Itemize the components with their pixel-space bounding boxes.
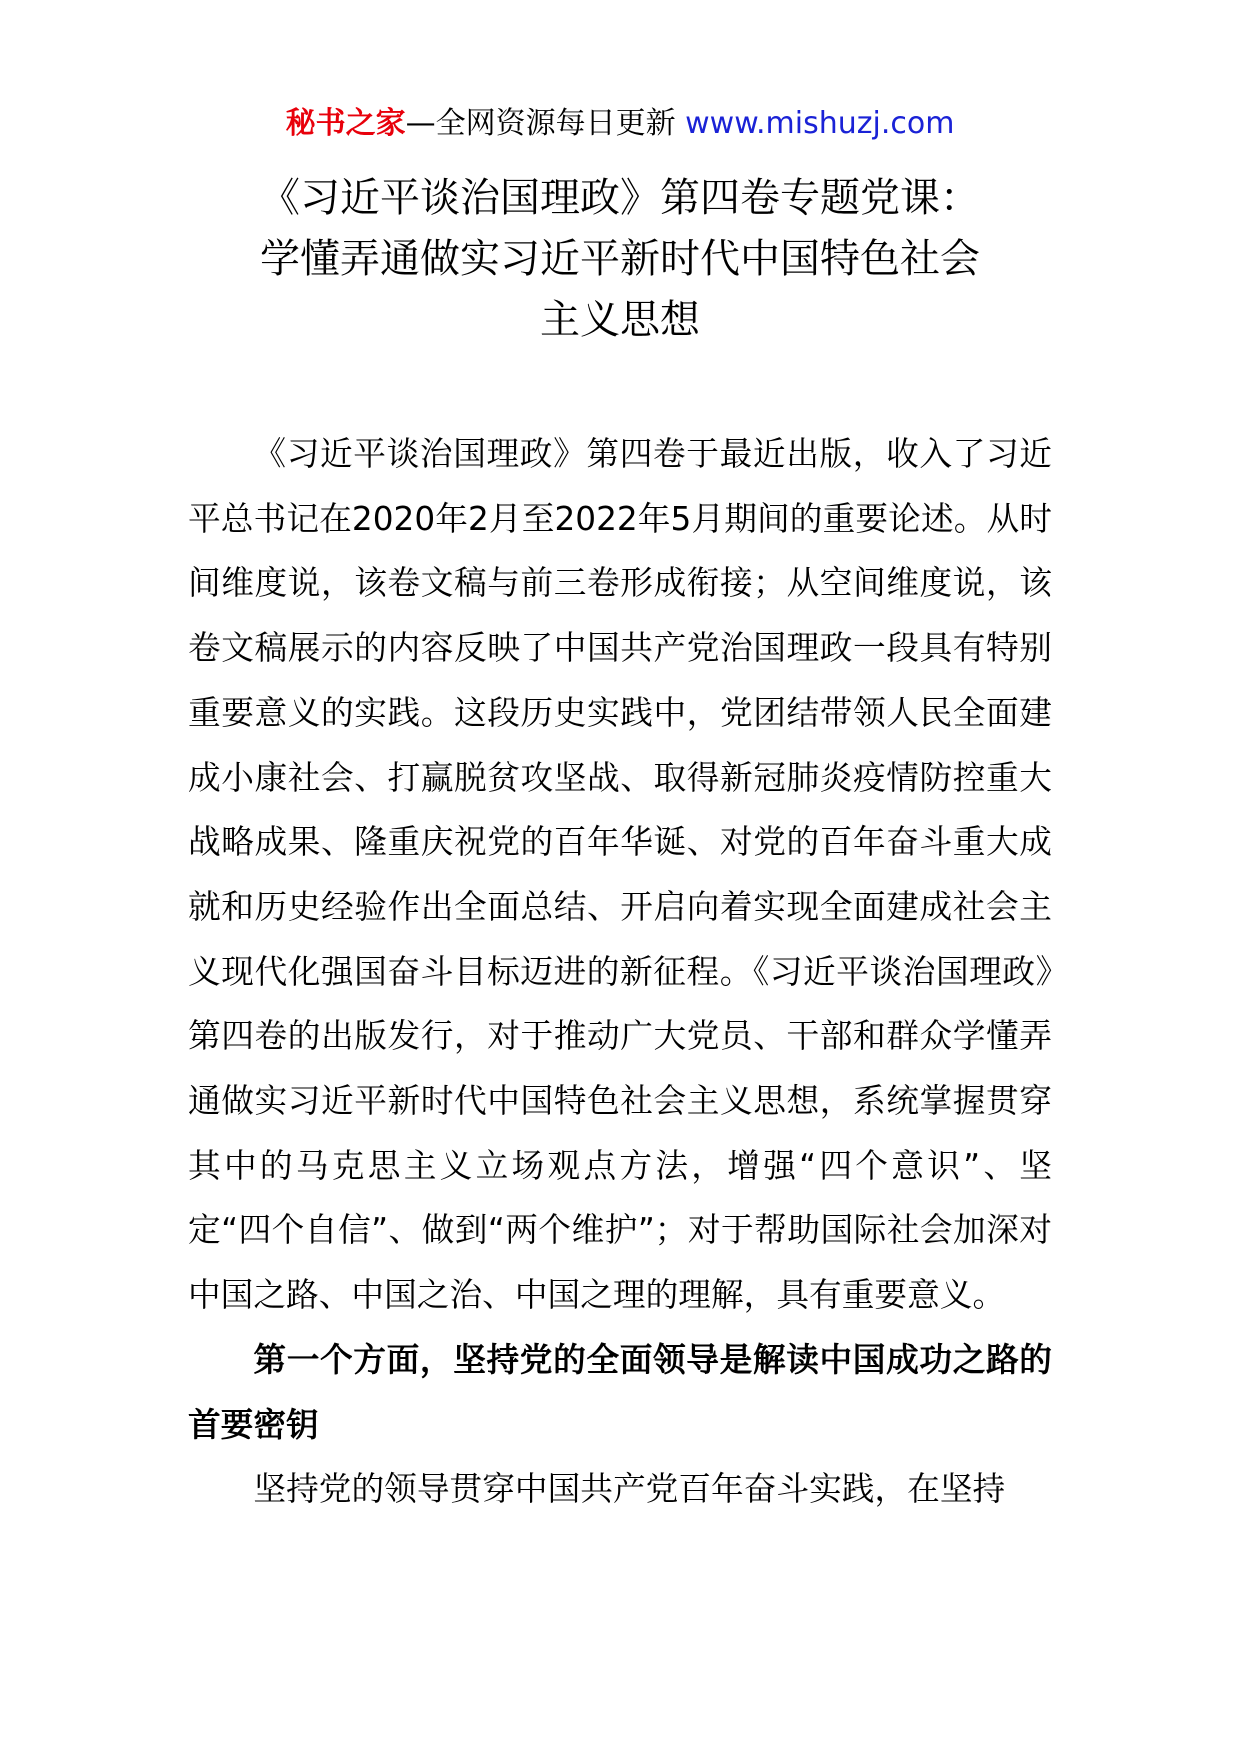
body-paragraph-section-1: 坚持党的领导贯穿中国共产党百年奋斗实践，在坚持	[253, 1470, 1006, 1509]
document-title-line-3: 主义思想	[540, 297, 700, 343]
document-title	[150, 168, 1090, 351]
section-heading-1: 第一个方面，坚持党的全面领导是解读中国成功之路的首要密钥	[188, 1340, 1052, 1444]
site-header	[0, 104, 1240, 144]
site-brand-name: 秘书之家	[285, 106, 406, 141]
site-url-link[interactable]: www.mishuzj.com	[685, 106, 955, 141]
body-paragraph-intro: 《习近平谈治国理政》第四卷于最近出版，收入了习近平总书记在2020年2月至2022年5月期间的重要论述。从时间维度说，该卷文稿与前三卷形成衔接；从空间维度说，该卷文稿展示的内容反映了中国共产党治国理政一段具有特别重要意义的实践。这段历史实践中，党团结带领人民全面建成小康社会、打赢脱贫攻坚战、取得新冠肺炎疫情防控重大战略成果、隆重庆祝党的百年华诞、对党的百年奋斗重大成就和历史经验作出全面总结、开启向着实现全面建成社会主义现代化强国奋斗目标迈进的新征程。《习近平谈治国理政》第四卷的出版发行，对于推动广大党员、干部和群众学懂弄通做实习近平新时代中国特色社会主义思想，系统掌握贯穿其中的马克思主义立场观点方法，增强“四个意识”、坚定“四个自信”、做到“两个维护”；对于帮助国际社会加深对中国之路、中国之治、中国之理的理解，具有重要意义。	[188, 435, 1052, 1315]
site-tagline: —全网资源每日更新	[405, 106, 686, 141]
document-title-line-2: 学懂弄通做实习近平新时代中国特色社会	[260, 236, 980, 282]
document-body	[188, 422, 1052, 1522]
document-title-line-1: 《习近平谈治国理政》第四卷专题党课：	[260, 175, 980, 221]
